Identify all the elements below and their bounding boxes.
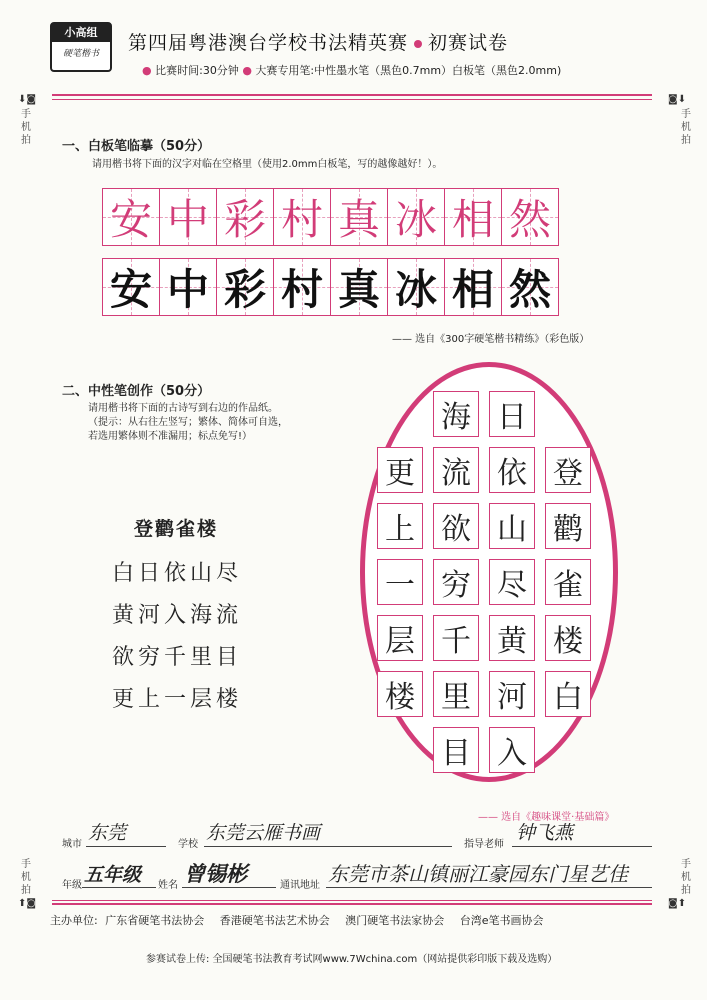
poem-title: 登鹳雀楼 [134, 518, 219, 540]
practice-grid[interactable] [102, 258, 558, 316]
written-char: 冰 [394, 265, 437, 314]
organizer: 澳门硬笔书法家协会 [345, 914, 445, 927]
model-char: 真 [337, 195, 380, 244]
work-cell[interactable]: 穷 [433, 559, 479, 605]
grade-field[interactable] [82, 887, 156, 888]
badge-bottom: 硬笔楷书 [62, 49, 99, 59]
school-field[interactable] [204, 846, 452, 847]
address-field[interactable] [326, 887, 652, 888]
work-cell[interactable]: 山 [489, 503, 535, 549]
work-cell[interactable]: 上 [377, 503, 423, 549]
work-cell[interactable]: 千 [433, 615, 479, 661]
model-cell [102, 188, 160, 246]
work-cell[interactable]: 欲 [433, 503, 479, 549]
model-char: 然 [508, 195, 551, 244]
title-suffix: 初赛试卷 [428, 32, 509, 54]
practice-cell[interactable] [216, 258, 274, 316]
model-cell [387, 188, 445, 246]
practice-cell[interactable] [330, 258, 388, 316]
organizers [50, 912, 544, 928]
work-cell[interactable]: 目 [433, 727, 479, 773]
organizer: 广东省硬笔书法协会 [105, 914, 205, 927]
teacher-value: 钟飞燕 [516, 822, 574, 844]
grade-label: 年级 [62, 880, 82, 891]
poem-line: 欲穷千里目 [112, 645, 243, 670]
work-cell[interactable]: 楼 [545, 615, 591, 661]
camera-icon: ◙⬇ [668, 94, 687, 105]
poem-line: 黄河入海流 [112, 603, 243, 628]
written-char: 彩 [223, 265, 266, 314]
info-pens: 大赛专用笔:中性墨水笔（黑色0.7mm）白板笔（黑色2.0mm) [255, 64, 562, 77]
model-cell [216, 188, 274, 246]
side-label: 手机拍 [21, 109, 31, 146]
model-char: 冰 [394, 195, 437, 244]
contest-info [142, 62, 561, 78]
written-char: 真 [337, 265, 380, 314]
model-char: 安 [109, 195, 152, 244]
school-value: 东莞云雁书画 [206, 822, 321, 844]
section1-heading: 一、白板笔临摹（50分） [62, 139, 211, 154]
work-cell[interactable]: 流 [433, 447, 479, 493]
work-cell[interactable]: 海 [433, 391, 479, 437]
name-field[interactable] [182, 887, 276, 888]
badge-top: 小高组 [52, 24, 110, 42]
work-cell[interactable]: 更 [377, 447, 423, 493]
section1-source: —— 选自《300字硬笔楷书精练》（彩色版） [392, 334, 590, 345]
work-cell[interactable]: 白 [545, 671, 591, 717]
city-value: 东莞 [88, 822, 127, 844]
side-label: 手机拍 [681, 109, 691, 146]
city-label: 城市 [62, 839, 82, 850]
work-cell[interactable]: 河 [489, 671, 535, 717]
model-cell [273, 188, 331, 246]
section2-instruction: （提示：从右往左竖写；繁体、简体可自选， [88, 417, 288, 428]
written-char: 相 [451, 265, 494, 314]
work-cell[interactable]: 依 [489, 447, 535, 493]
section2-heading: 二、中性笔创作（50分） [62, 384, 211, 399]
city-field[interactable] [86, 846, 166, 847]
address-value: 东莞市茶山镇丽江豪园东门星艺佳 [328, 862, 628, 886]
name-label: 姓名 [158, 880, 178, 891]
work-cell[interactable]: 尽 [489, 559, 535, 605]
info-time: 比赛时间:30分钟 [155, 64, 239, 77]
work-cell[interactable]: 里 [433, 671, 479, 717]
organizer: 台湾e笔书画协会 [459, 914, 544, 927]
side-label: 手机拍 [21, 859, 31, 896]
model-cell [444, 188, 502, 246]
group-badge [50, 22, 112, 72]
school-label: 学校 [178, 839, 198, 850]
address-label: 通讯地址 [280, 880, 320, 891]
model-cell [159, 188, 217, 246]
model-char: 彩 [223, 195, 266, 244]
written-char: 村 [280, 265, 323, 314]
teacher-label: 指导老师 [464, 839, 504, 850]
model-char: 相 [451, 195, 494, 244]
work-cell[interactable]: 鹳 [545, 503, 591, 549]
work-cell[interactable]: 雀 [545, 559, 591, 605]
written-char: 然 [508, 265, 551, 314]
section2-instruction: 若选用繁体则不准漏用；标点免写!） [88, 431, 253, 442]
divider [52, 900, 652, 901]
poem-line: 白日依山尽 [112, 561, 243, 586]
work-cell[interactable]: 一 [377, 559, 423, 605]
camera-icon: ⬇◙ [18, 94, 37, 105]
upload-info: 参赛试卷上传: 全国硬笔书法教育考试网www.7Wchina.com（网站提供彩印版下载及选购） [146, 954, 558, 965]
grade-value: 五年级 [84, 864, 142, 886]
practice-cell[interactable] [159, 258, 217, 316]
model-char: 村 [280, 195, 323, 244]
work-cell[interactable]: 入 [489, 727, 535, 773]
teacher-field[interactable] [512, 846, 652, 847]
work-cell[interactable]: 黄 [489, 615, 535, 661]
work-cell[interactable]: 楼 [377, 671, 423, 717]
written-char: 安 [109, 265, 152, 314]
written-char: 中 [166, 265, 209, 314]
model-cell [501, 188, 559, 246]
page-title [128, 28, 508, 55]
camera-icon: ⬆◙ [18, 898, 37, 909]
bullet-icon [414, 40, 422, 48]
section2-instruction: 请用楷书将下面的古诗写到右边的作品纸。 [88, 403, 278, 414]
divider [52, 903, 652, 905]
organizers-label: 主办单位: [50, 914, 98, 927]
name-value: 曾锡彬 [184, 861, 247, 886]
model-char: 中 [166, 195, 209, 244]
divider [52, 99, 652, 100]
poem-line: 更上一层楼 [112, 687, 243, 712]
camera-icon: ◙⬆ [668, 898, 687, 909]
bullet-icon: ● [142, 64, 152, 77]
section1-instruction: 请用楷书将下面的汉字对临在空格里（使用2.0mm白板笔，写的越像越好！）。 [92, 159, 443, 170]
section2-source: —— 选自《趣味课堂·基础篇》 [478, 812, 615, 823]
practice-cell[interactable] [273, 258, 331, 316]
bullet-icon: ● [242, 64, 252, 77]
work-cell[interactable]: 登 [545, 447, 591, 493]
model-grid [102, 188, 558, 246]
practice-cell[interactable] [501, 258, 559, 316]
work-cell[interactable]: 日 [489, 391, 535, 437]
practice-cell[interactable] [387, 258, 445, 316]
model-cell [330, 188, 388, 246]
title-main: 第四届粤港澳台学校书法精英赛 [128, 32, 409, 54]
organizer: 香港硬笔书法艺术协会 [219, 914, 330, 927]
side-label: 手机拍 [681, 859, 691, 896]
divider [52, 94, 652, 96]
work-cell[interactable]: 层 [377, 615, 423, 661]
practice-cell[interactable] [444, 258, 502, 316]
practice-cell[interactable] [102, 258, 160, 316]
